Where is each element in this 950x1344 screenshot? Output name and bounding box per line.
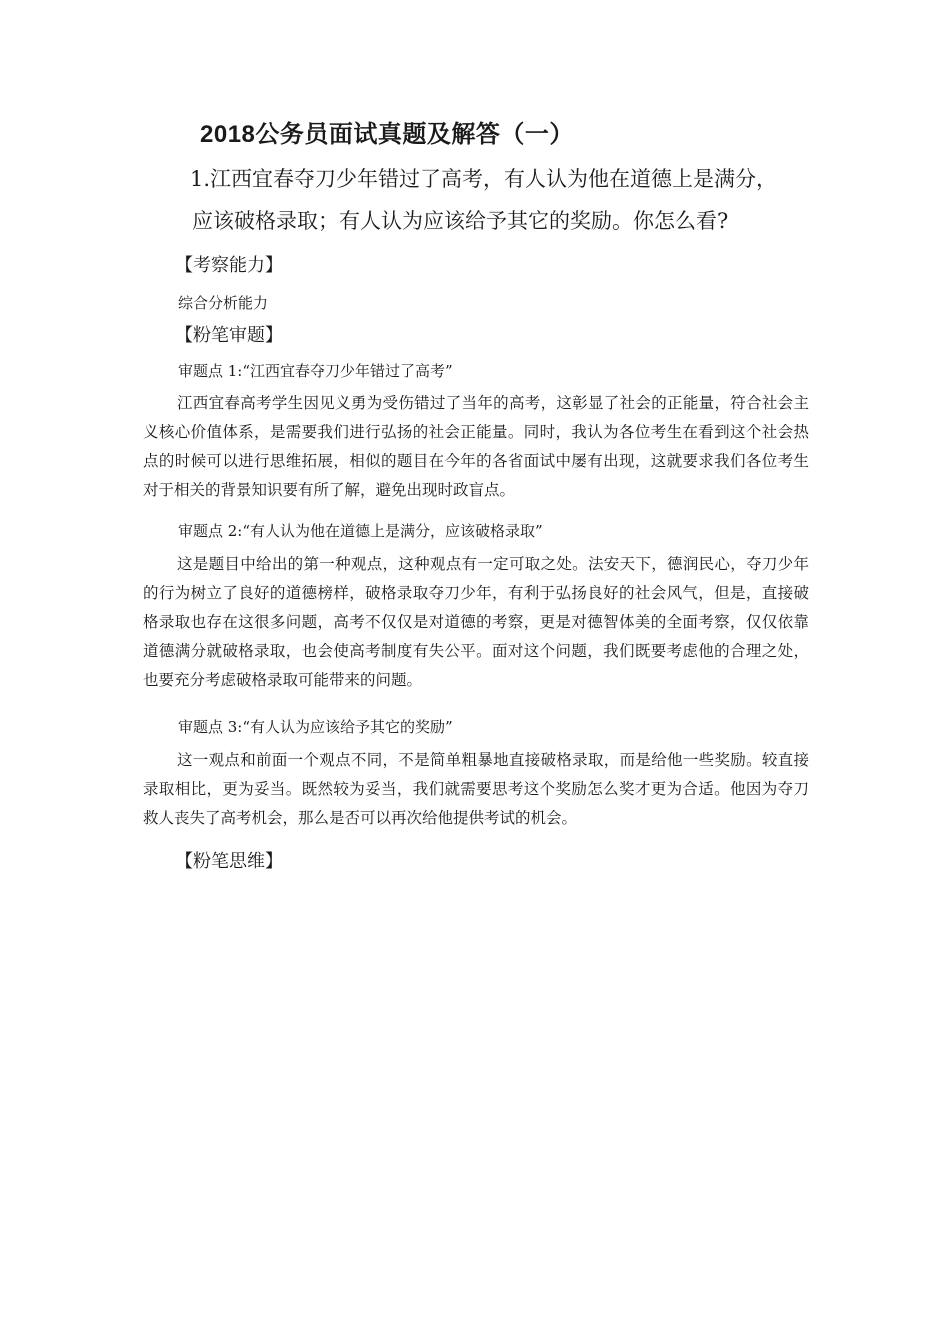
title-year: 2018 xyxy=(200,121,256,148)
review-point-1: 审题点 1:“江西宜春夺刀少年错过了高考” xyxy=(178,362,453,380)
question-text xyxy=(190,158,840,242)
ability-text: 综合分析能力 xyxy=(178,294,269,312)
document-title xyxy=(200,114,574,149)
paragraph-3: 这一观点和前面一个观点不同，不是简单粗暴地直接破格录取，而是给他一些奖励。较直接录取相比，更为妥当。既然较为妥当，我们就需要思考这个奖励怎么奖才更为合适。他因为夺刀救人丧失了高考机会，那么是否可以再次给他提供考试的机会。 xyxy=(143,751,809,827)
paragraph-2: 这是题目中给出的第一种观点，这种观点有一定可取之处。法安天下，德润民心，夺刀少年的行为树立了良好的道德榜样，破格录取夺刀少年，有利于弘扬良好的社会风气，但是，直接破格录取也存在这很多问题，高考不仅仅是对道德的考察，更是对德智体美的全面考察，仅仅依靠道德满分就破格录取，也会使高考制度有失公平。面对这个问题，我们既要考虑他的合理之处，也要充分考虑破格录取可能带来的问题。 xyxy=(143,555,809,689)
paragraph-1: 江西宜春高考学生因见义勇为受伤错过了当年的高考，这彰显了社会的正能量，符合社会主义核心价值体系，是需要我们进行弘扬的社会正能量。同时，我认为各位考生在看到这个社会热点的时候可以进行思维拓展，相似的题目在今年的各省面试中屡有出现，这就要求我们各位考生对于相关的背景知识要有所了解，避免出现时政盲点。 xyxy=(143,394,809,499)
title-text: 公务员面试真题及解答（一） xyxy=(255,119,574,148)
question-line-2: 应该破格录取；有人认为应该给予其它的奖励。你怎么看? xyxy=(192,209,729,233)
section-heading-review: 【粉笔审题】 xyxy=(175,325,283,346)
review-point-3: 审题点 3:“有人认为应该给予其它的奖励” xyxy=(178,718,453,736)
section-heading-thinking: 【粉笔思维】 xyxy=(175,851,283,872)
review-point-2: 审题点 2:“有人认为他在道德上是满分，应该破格录取” xyxy=(178,522,543,540)
question-line-1: 1.江西宜春夺刀少年错过了高考，有人认为他在道德上是满分， xyxy=(190,167,778,191)
section-heading-ability: 【考察能力】 xyxy=(175,255,283,276)
